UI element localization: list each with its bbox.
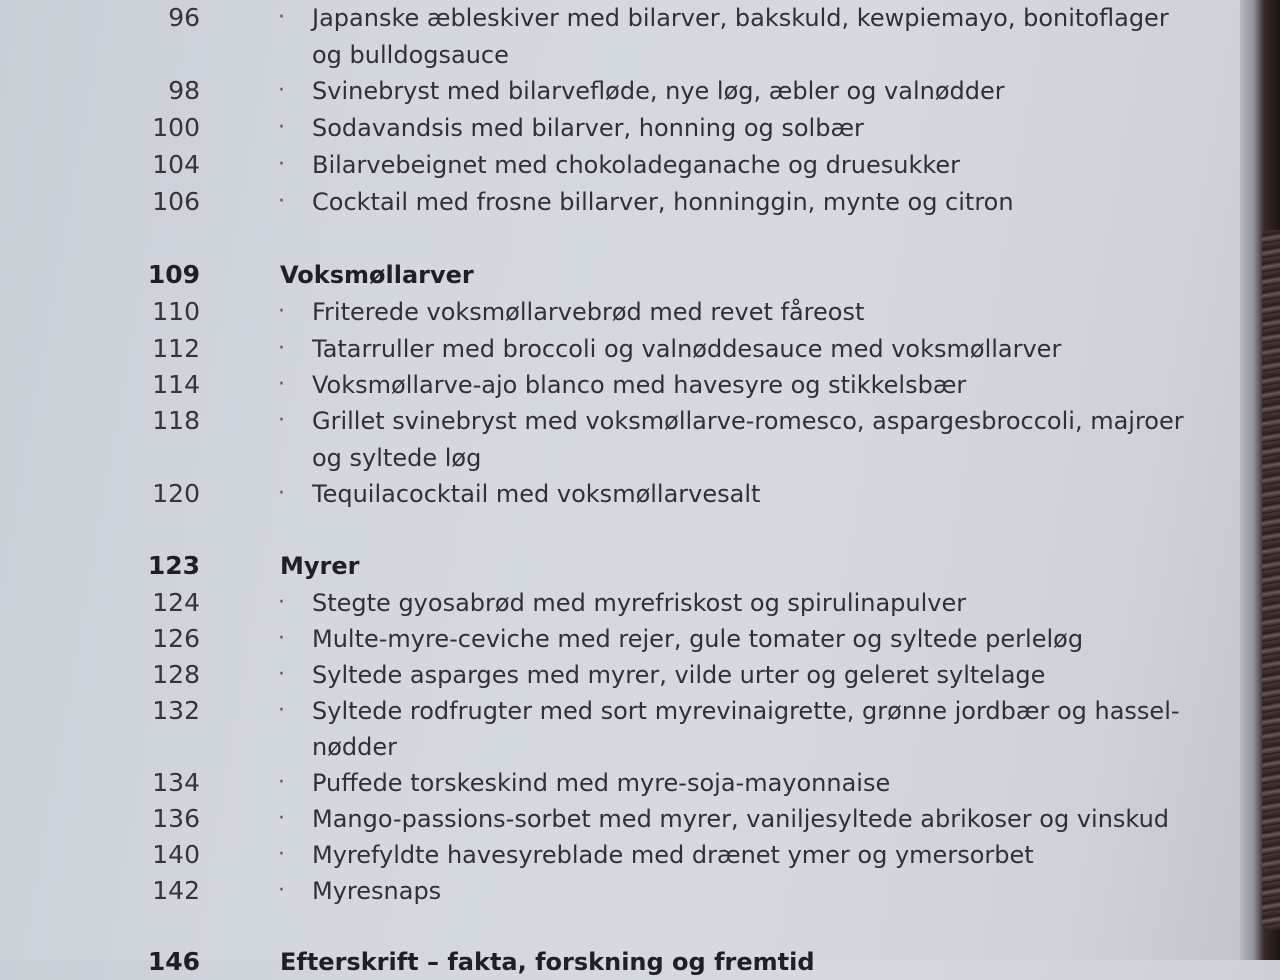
- toc-entry-text-continued: og bulldogsauce: [312, 41, 509, 69]
- toc-page-number: 124: [152, 588, 200, 617]
- bullet-icon: ·: [278, 336, 285, 361]
- toc-page-number: 96: [168, 3, 200, 32]
- toc-entry: [0, 657, 1230, 693]
- toc-entry-text: Myrefyldte havesyreblade med drænet ymer og ymersorbet: [312, 841, 1034, 869]
- toc-entry-text: Mango-passions-sorbet med myrer, vaniljesyltede abrikoser og vinskud: [312, 805, 1170, 833]
- toc-entry-text: Cocktail med frosne billarver, honninggin, mynte og citron: [312, 188, 1014, 216]
- bullet-icon: ·: [278, 842, 285, 867]
- toc-entry-text: Japanske æbleskiver med bilarver, bakskuld, kewpiemayo, bonitoflager: [312, 4, 1169, 32]
- toc-entry-text: Puffede torskeskind med myre-soja-mayonnaise: [312, 769, 891, 797]
- toc-entry-text-continued: nødder: [312, 733, 397, 761]
- facing-page-photo: [1262, 230, 1280, 930]
- section-page-number: 146: [147, 947, 200, 976]
- toc-page-number: 100: [152, 113, 200, 142]
- toc-page-number: 110: [152, 297, 200, 326]
- section-page-number: 109: [147, 260, 200, 289]
- toc-entry: [0, 801, 1230, 837]
- toc-page-number: 132: [152, 696, 200, 725]
- toc-page-number: 136: [152, 804, 200, 833]
- toc-page-number: 112: [152, 334, 200, 363]
- toc-page-number: 126: [152, 624, 200, 653]
- toc-page-number: 134: [152, 768, 200, 797]
- toc-entry: [0, 873, 1230, 909]
- toc-page-number: 106: [152, 187, 200, 216]
- toc-entry: [0, 147, 1230, 183]
- bullet-icon: ·: [278, 189, 285, 214]
- toc-entry-text: Friterede voksmøllarvebrød med revet fåreost: [312, 298, 865, 326]
- toc-entry-text: Syltede asparges med myrer, vilde urter og geleret syltelage: [312, 661, 1046, 689]
- toc-entry: [0, 765, 1230, 801]
- bullet-icon: ·: [278, 770, 285, 795]
- toc-entry-text: Myresnaps: [312, 877, 442, 905]
- toc-section-heading: [0, 548, 1230, 584]
- section-title: Voksmøllarver: [280, 261, 474, 289]
- toc-page-number: 114: [152, 370, 200, 399]
- toc-entry: [0, 73, 1230, 109]
- bullet-icon: ·: [278, 408, 285, 433]
- toc-page-number: 104: [152, 150, 200, 179]
- toc-page-number: 118: [152, 406, 200, 435]
- toc-section-heading: [0, 257, 1230, 293]
- toc-entry: [0, 693, 1230, 761]
- toc-entry: [0, 367, 1230, 403]
- toc-section-heading-cutoff: [0, 944, 1230, 976]
- section-title: Myrer: [280, 552, 360, 580]
- toc-page-number: 140: [152, 840, 200, 869]
- toc-page-number: 98: [168, 76, 200, 105]
- bullet-icon: ·: [278, 115, 285, 140]
- toc-entry: [0, 403, 1230, 472]
- facing-page-edge: [1240, 0, 1280, 960]
- bullet-icon: ·: [278, 662, 285, 687]
- section-page-number: 123: [147, 551, 200, 580]
- bullet-icon: ·: [278, 299, 285, 324]
- toc-entry-text: Svinebryst med bilarvefløde, nye løg, æbler og valnødder: [312, 77, 1005, 105]
- section-title: Efterskrift – fakta, forskning og fremtid: [280, 948, 815, 976]
- bullet-icon: ·: [278, 626, 285, 651]
- toc-entry: [0, 331, 1230, 367]
- bullet-icon: ·: [278, 152, 285, 177]
- toc-entry: [0, 621, 1230, 657]
- toc-entry-text-continued: og syltede løg: [312, 444, 482, 472]
- bullet-icon: ·: [278, 372, 285, 397]
- toc-entry: [0, 184, 1230, 220]
- toc-entry-text: Sodavandsis med bilarver, honning og solbær: [312, 114, 864, 142]
- toc-entry: [0, 294, 1230, 330]
- bullet-icon: ·: [278, 878, 285, 903]
- toc-entry-text: Voksmøllarve-ajo blanco med havesyre og stikkelsbær: [312, 371, 967, 399]
- toc-entry-text: Stegte gyosabrød med myrefriskost og spirulinapulver: [312, 589, 967, 617]
- toc-entry-text: Bilarvebeignet med chokoladeganache og druesukker: [312, 151, 961, 179]
- toc-entry-text: Tatarruller med broccoli og valnøddesauce med voksmøllarver: [312, 335, 1062, 363]
- toc-entry: [0, 837, 1230, 873]
- toc-page-number: 128: [152, 660, 200, 689]
- toc-entry-text: Syltede rodfrugter med sort myrevinaigrette, grønne jordbær og hassel-: [312, 697, 1180, 725]
- toc-entry: [0, 585, 1230, 621]
- bullet-icon: ·: [278, 698, 285, 723]
- toc-page-number: 142: [152, 876, 200, 905]
- toc-entry: [0, 476, 1230, 512]
- toc-page-number: 120: [152, 479, 200, 508]
- toc-entry-text: Multe-myre-ceviche med rejer, gule tomater og syltede perleløg: [312, 625, 1084, 653]
- toc-entry-text: Grillet svinebryst med voksmøllarve-romesco, aspargesbroccoli, majroer: [312, 407, 1184, 435]
- bullet-icon: ·: [278, 5, 285, 30]
- bullet-icon: ·: [278, 590, 285, 615]
- bullet-icon: ·: [278, 78, 285, 103]
- bullet-icon: ·: [278, 481, 285, 506]
- bullet-icon: ·: [278, 806, 285, 831]
- toc-entry-text: Tequilacocktail med voksmøllarvesalt: [312, 480, 761, 508]
- toc-entry: [0, 110, 1230, 146]
- toc-entry: [0, 0, 1230, 69]
